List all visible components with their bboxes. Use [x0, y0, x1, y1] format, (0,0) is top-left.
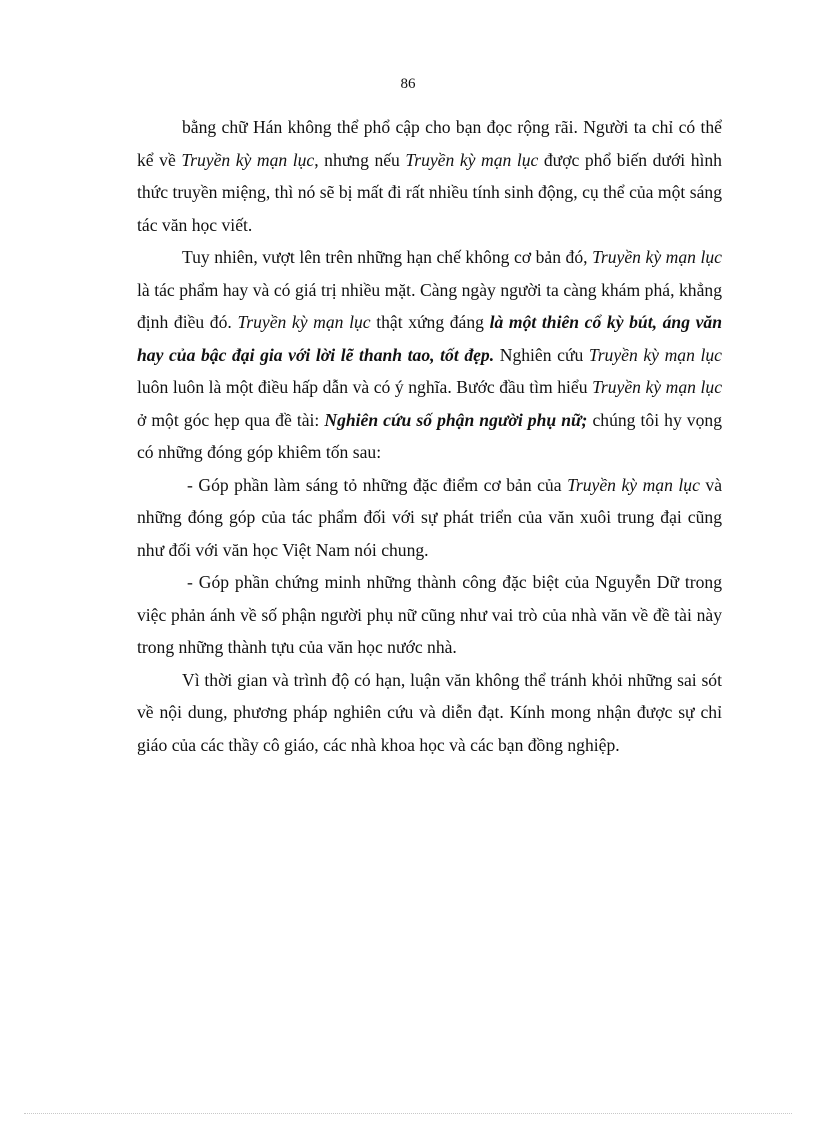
book-title: Truyền kỳ mạn lục [592, 377, 723, 397]
book-title: Truyền kỳ mạn lục [592, 247, 722, 267]
body-text [137, 111, 722, 761]
text-run: chúng tôi hy vọng có những đóng góp khiêm tốn sau: [137, 409, 722, 462]
thesis-topic: Nghiên cứu số phận người phụ nữ; [324, 409, 588, 430]
page-number: 86 [400, 76, 416, 92]
page-bottom-rule [24, 1113, 792, 1114]
paragraph-3 [137, 469, 722, 567]
text-run: luôn luôn là một điều hấp dẫn và có ý nghĩa. Bước đầu tìm hiểu [137, 377, 593, 397]
paragraph-4 [137, 566, 722, 664]
paragraph-1 [137, 111, 722, 241]
book-title: Truyền kỳ mạn lục [405, 149, 539, 170]
text-run: được phổ biến dưới hình thức truyền miệng, thì nó sẽ bị mất đi rất nhiều tính sinh động, cụ thể của một sáng tác văn học viết. [137, 149, 722, 235]
text-run: thật xứng đáng [370, 312, 490, 332]
text-run: và những đóng góp của tác phẩm đối với sự phát triển của văn xuôi trung đại cũng như đối với văn học Việt Nam nói chung. [137, 474, 723, 560]
text-run: bằng chữ Hán không thể phổ cập cho bạn đọc rộng rãi. Người ta chỉ có thể kể về [137, 117, 722, 170]
book-title: Truyền kỳ mạn lục [181, 149, 315, 170]
paragraph-2 [137, 241, 722, 469]
text-run: Nghiên cứu [494, 344, 589, 365]
book-title: Truyền kỳ mạn lục [567, 474, 700, 495]
text-run: , nhưng nếu [314, 149, 406, 170]
text-run: - Góp phần làm sáng tỏ những đặc điểm cơ bản của [187, 474, 568, 495]
text-run: là tác phẩm hay và có giá trị nhiều mặt. Càng ngày người ta càng khám phá, khẳng định điều đó. [137, 279, 722, 332]
text-run: ở một góc hẹp qua đề tài: [137, 409, 325, 430]
text-run: Tuy nhiên, vượt lên trên những hạn chế không cơ bản đó, [182, 247, 593, 267]
book-title: Truyền kỳ mạn lục [237, 312, 371, 332]
book-title: Truyền kỳ mạn lục [588, 344, 722, 365]
text-run: - Góp phần chứng minh những thành công đặc biệt của Nguyễn Dữ trong việc phản ánh về số phận người phụ nữ cũng như vai trò của nhà văn về đề tài này trong những thành tựu của văn học nước nhà. [137, 572, 722, 657]
text-run: Vì thời gian và trình độ có hạn, luận văn không thể tránh khỏi những sai sót về nội dung, phương pháp nghiên cứu và diễn đạt. Kính mong nhận được sự chỉ giáo của các thầy cô giáo, các nhà khoa học và các bạn đồng nghiệp. [137, 669, 722, 755]
emphasis-quote: là một thiên cổ kỳ bút, áng văn hay của bậc đại gia với lời lẽ thanh tao, tốt đẹp. [137, 312, 722, 365]
paragraph-5 [137, 664, 722, 762]
